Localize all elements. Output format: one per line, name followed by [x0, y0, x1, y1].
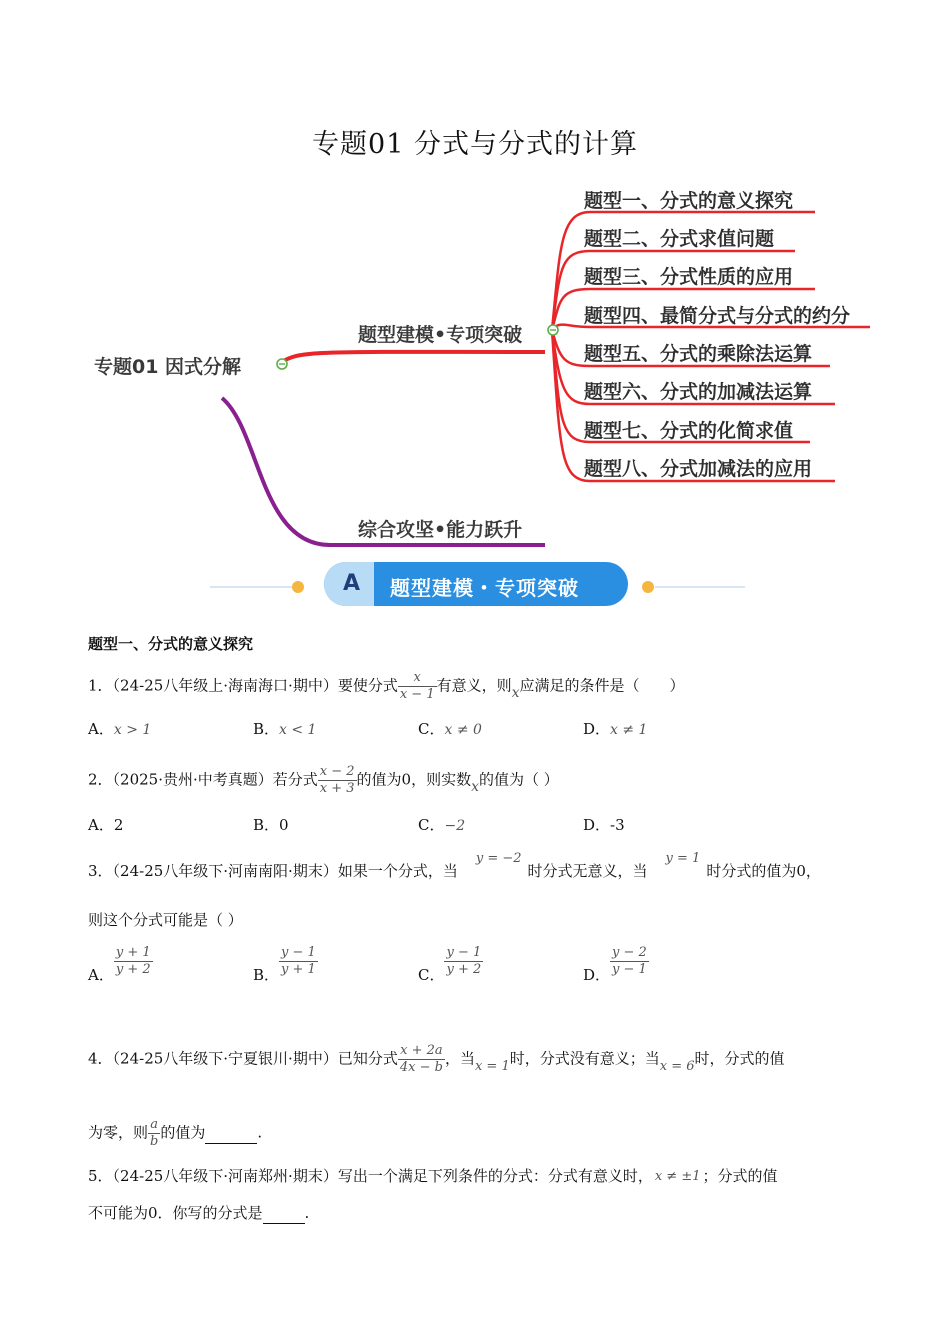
topic-2: 题型二、分式求值问题 — [584, 228, 775, 250]
question-3-line2: 则这个分式可能是（ ） — [88, 911, 243, 929]
banner-title: 题型建模・专项突破 — [390, 576, 579, 600]
option-a: A．2 — [88, 816, 124, 834]
topic-7: 题型七、分式的化简求值 — [584, 420, 794, 442]
option-d: D．-3 — [583, 816, 625, 834]
mindmap-branch1: 题型建模•专项突破 — [358, 324, 523, 346]
section-heading: 题型一、分式的意义探究 — [88, 635, 254, 653]
option-d: D．x ≠ 1 — [583, 720, 648, 738]
question-1: 1．（24-25八年级上·海南海口·期中）要使分式 $\frac{x}{x - 1}$ 有意义，则x应满足的条件是（ ） — [88, 670, 685, 702]
fraction: $\frac{a}{b}$ — [150, 1117, 159, 1149]
topic-1: 题型一、分式的意义探究 — [584, 190, 794, 212]
topic-3: 题型三、分式性质的应用 — [584, 266, 794, 288]
topic-8: 题型八、分式加减法的应用 — [584, 458, 813, 480]
page-title: 专题01 分式与分式的计算 — [312, 129, 638, 160]
option-b: B．x < 1 — [253, 720, 317, 738]
question-2: 2．（2025·贵州·中考真题）若分式 $\frac{x - 2}{x + 3}$ 的值为0，则实数x的值为（ ） — [88, 764, 559, 796]
mindmap-branch2: 综合攻坚•能力跃升 — [358, 519, 523, 541]
banner-letter: A — [343, 571, 361, 596]
question-3: 3．（24-25八年级下·河南南阳·期末）如果一个分式，当y = −2时分式无意义，当y = 1时分式的值为0， — [88, 851, 821, 880]
option-a: A． $\frac{y + 1}{y + 2}$ — [88, 945, 151, 984]
question-5: 5．（24-25八年级下·河南郑州·期末）写出一个满足下列条件的分式：分式有意义时， x ≠ ±1 ；分式的值 — [88, 1167, 778, 1185]
topic-6: 题型六、分式的加减法运算 — [584, 381, 813, 403]
option-d: D． $\frac{y - 2}{y - 1}$ — [583, 945, 647, 984]
option-b: B．0 — [253, 816, 289, 834]
question-5-line2: 不可能为0．你写的分式是 . — [88, 1204, 310, 1222]
topic-4: 题型四、最简分式与分式的约分 — [584, 305, 851, 327]
answer-blank[interactable] — [263, 1203, 305, 1224]
banner-dot-right — [642, 581, 654, 593]
option-c: C．x ≠ 0 — [418, 720, 482, 738]
question-4-line2: 为零，则 $\frac{a}{b}$ 的值为 . — [88, 1117, 263, 1149]
fraction: $\frac{x - 2}{x + 3}$ — [319, 764, 355, 796]
fraction: $\frac{x + 2a}{4x - b}$ — [399, 1043, 443, 1075]
question-4: 4．（24-25八年级下·宁夏银川·期中）已知分式 $\frac{x + 2a}{4x - b}$ ，当x = 1时，分式没有意义；当x = 6时，分式的值 — [88, 1043, 785, 1075]
fraction: $\frac{x}{x - 1}$ — [399, 670, 435, 702]
option-c: C．−2 — [418, 816, 466, 834]
option-b: B． $\frac{y - 1}{y + 1}$ — [253, 945, 316, 984]
option-a: A．x > 1 — [88, 720, 152, 738]
banner-dot-left — [292, 581, 304, 593]
topic-5: 题型五、分式的乘除法运算 — [584, 343, 813, 365]
option-c: C． $\frac{y - 1}{y + 2}$ — [418, 945, 482, 984]
mindmap-root: 专题01 因式分解 — [94, 356, 242, 378]
answer-blank[interactable] — [205, 1123, 257, 1144]
